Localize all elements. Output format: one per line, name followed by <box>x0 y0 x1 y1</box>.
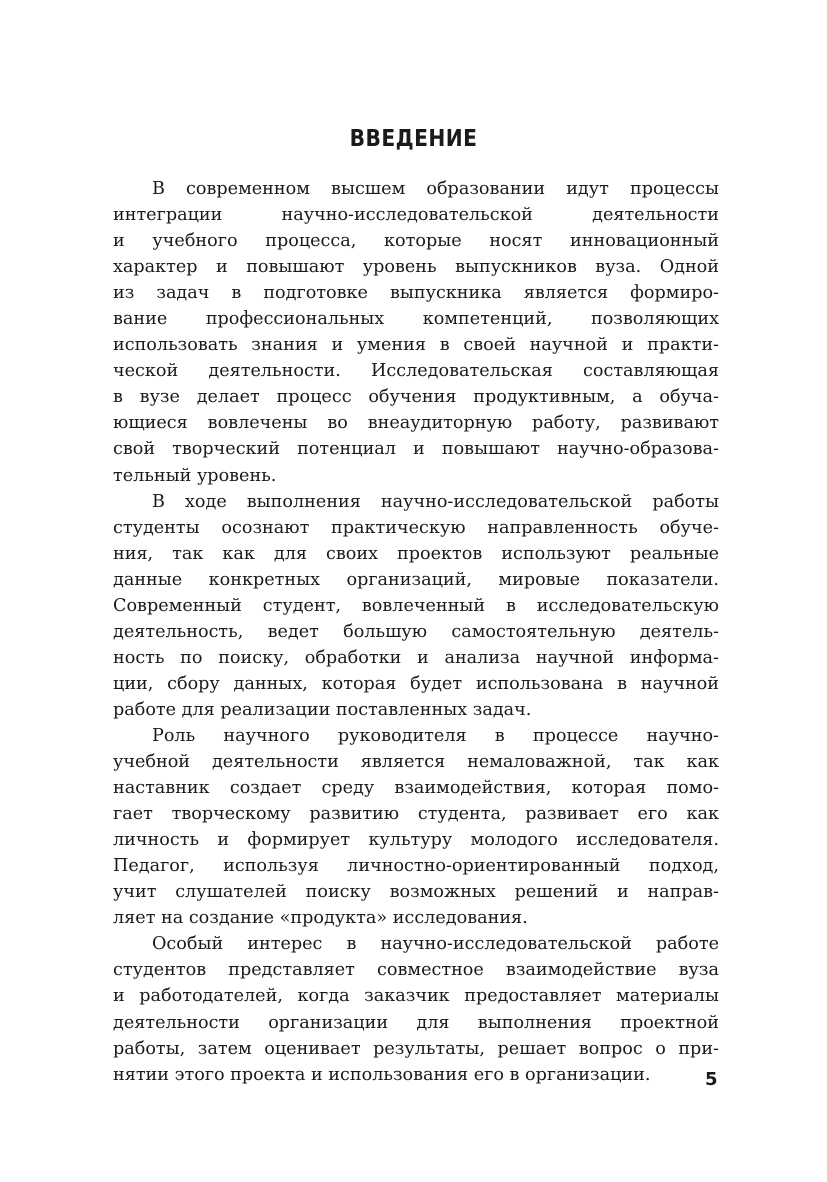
text-line: ния, так как для своих проектов используют реальные <box>113 543 719 564</box>
paragraph <box>113 931 719 1087</box>
text-line: вание профессиональных компетенций, позволяющих <box>113 309 719 330</box>
text-line: наставник создает среду взаимодействия, которая помо- <box>113 778 719 799</box>
text-line: учит слушателей поиску возможных решений и направ- <box>113 882 719 903</box>
text-line: ность по поиску, обработки и анализа научной информа- <box>113 647 719 668</box>
text-line: нятии этого проекта и использования его в организации. <box>113 1064 651 1085</box>
text-line: гает творческому развитию студента, развивает его как <box>113 804 719 825</box>
paragraph <box>113 489 719 723</box>
text-line: ческой деятельности. Исследовательская составляющая <box>113 361 719 382</box>
page-title: ВВЕДЕНИЕ <box>349 126 478 152</box>
text-line: Роль научного руководителя в процессе научно- <box>152 725 719 746</box>
text-line: Педагог, используя личностно-ориентированный подход, <box>113 856 719 877</box>
text-line: ющиеся вовлечены во внеаудиторную работу, развивают <box>113 413 719 434</box>
text-line: работы, затем оценивает результаты, решает вопрос о при- <box>113 1038 719 1059</box>
text-line: деятельности организации для выполнения проектной <box>113 1012 719 1033</box>
text-line: личность и формирует культуру молодого исследователя. <box>113 830 719 851</box>
text-line: ляет на создание «продукта» исследования. <box>113 908 528 929</box>
text-line: из задач в подготовке выпускника является формиро- <box>113 283 719 304</box>
text-line: интеграции научно-исследовательской деятельности <box>113 205 719 226</box>
text-line: студенты осознают практическую направленность обуче- <box>113 517 719 538</box>
text-line: использовать знания и умения в своей научной и практи- <box>113 335 719 356</box>
text-line: в вузе делает процесс обучения продуктивным, а обуча- <box>113 387 719 408</box>
text-line: студентов представляет совместное взаимодействие вуза <box>113 960 719 981</box>
text-line: В ходе выполнения научно-исследовательской работы <box>152 491 719 512</box>
text-line: работе для реализации поставленных задач. <box>113 699 532 720</box>
text-line: учебной деятельности является немаловажной, так как <box>113 752 719 773</box>
text-line: Особый интерес в научно-исследовательской работе <box>152 934 719 955</box>
text-line: Современный студент, вовлеченный в исследовательскую <box>113 595 719 616</box>
text-line: свой творческий потенциал и повышают научно-образова- <box>113 439 719 460</box>
text-line: В современном высшем образовании идут процессы <box>152 179 719 199</box>
text-line: тельный уровень. <box>113 465 277 486</box>
paragraph <box>113 176 719 489</box>
text-line: деятельность, ведет большую самостоятельную деятель- <box>113 621 719 642</box>
body-text <box>113 176 719 1088</box>
text-line: характер и повышают уровень выпускников вуза. Одной <box>113 257 719 278</box>
paragraph <box>113 723 719 931</box>
text-line: и учебного процесса, которые носят инновационный <box>113 231 719 252</box>
text-line: данные конкретных организаций, мировые показатели. <box>113 569 719 590</box>
text-line: и работодателей, когда заказчик предоставляет материалы <box>113 986 719 1007</box>
text-line: ции, сбору данных, которая будет использована в научной <box>113 673 719 694</box>
page-number: 5 <box>705 1069 718 1090</box>
